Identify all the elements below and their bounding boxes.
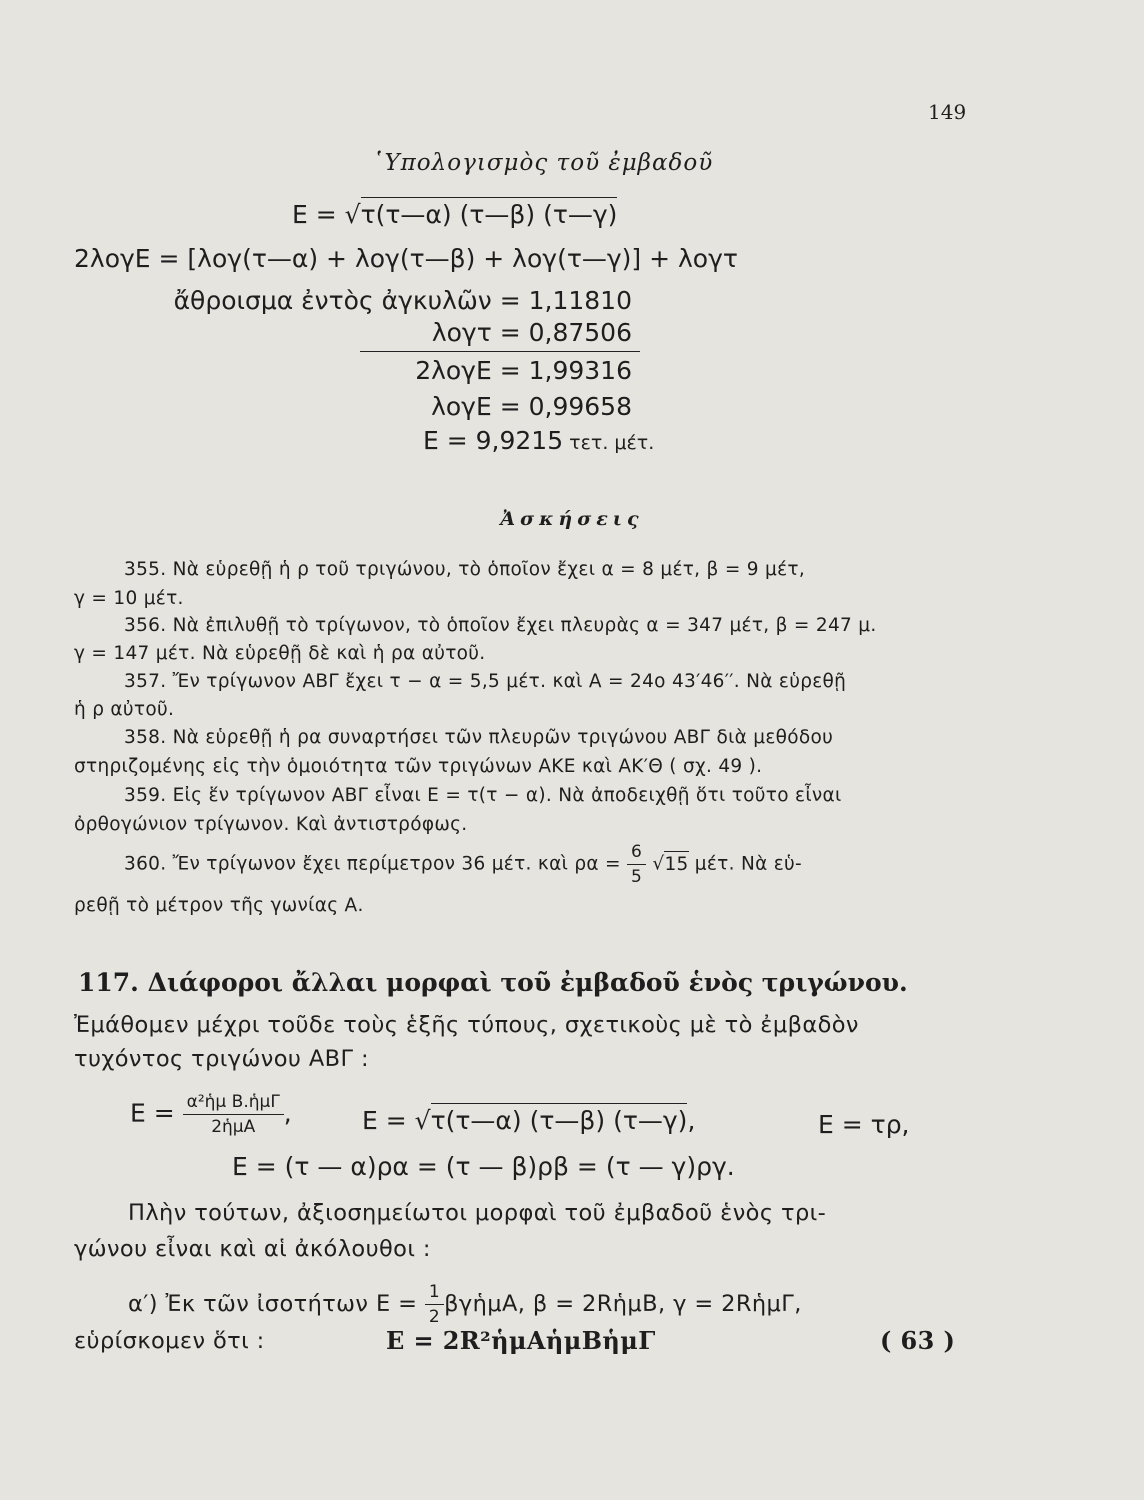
log-formula: 2λογΕ = [λογ(τ—α) + λογ(τ—β) + λογ(τ—γ)] + λογτ — [74, 244, 738, 273]
f1-comma: , — [283, 1098, 292, 1128]
exercises-heading: Ἀσκήσεις — [500, 508, 644, 530]
case-a-fraction — [425, 1282, 444, 1327]
sqrt-sign: √ — [344, 200, 361, 229]
exercise-360-post: μέτ. Νὰ εὑ- — [688, 853, 803, 875]
formula-63: Ε = 2R²ἡμΑἡμΒἡμΓ — [386, 1326, 656, 1355]
exercise-359-line2: ὀρθογώνιον τρίγωνον. Καὶ ἀντιστρόφως. — [74, 814, 468, 835]
sqrt-sign: √ — [414, 1106, 431, 1135]
sum-rule — [360, 351, 640, 352]
section-117-heading: 117. Διάφοροι ἄλλαι μορφαὶ τοῦ ἐμβαδοῦ ἑνὸς τριγώνου. — [78, 968, 908, 997]
heron-formula — [292, 200, 617, 229]
exercise-360-pre: 360. Ἔν τρίγωνον ἔχει περίμετρον 36 μέτ. καὶ ρα = — [124, 853, 628, 875]
f2-lhs: Ε = — [362, 1106, 415, 1135]
f1-fraction — [183, 1092, 284, 1137]
equation-number-63: ( 63 ) — [880, 1326, 956, 1355]
exercise-357-line1: 357. Ἔν τρίγωνον ΑΒΓ ἔχει τ − α = 5,5 μέτ. καὶ Α = 24ο 43′46′′. Νὰ εὑρεθῇ — [124, 671, 847, 692]
exercise-356-line1: 356. Νὰ ἐπιλυθῇ τὸ τρίγωνον, τὸ ὁποῖον ἔχει πλευρὰς α = 347 μέτ, β = 247 μ. — [124, 615, 877, 636]
page-number: 149 — [928, 100, 967, 124]
logt-line: λογτ = 0,87506 — [431, 318, 632, 347]
exercise-358-line2: στηριζομένης εἰς τὴν ὁμοιότητα τῶν τριγώνων ΑΚΕ καὶ ΑΚ′Θ ( σχ. 49 ). — [74, 756, 763, 777]
E-result-line — [423, 426, 654, 455]
E-value: Ε = 9,9215 — [423, 426, 564, 455]
formula-row-2: Ε = (τ — α)ρα = (τ — β)ρβ = (τ — γ)ργ. — [232, 1152, 735, 1181]
heron-radicand: τ(τ—α) (τ—β) (τ—γ) — [361, 197, 618, 229]
heron-lhs: Ε = — [292, 200, 345, 229]
exercise-360-line1 — [124, 842, 802, 887]
exercise-355-line2: γ = 10 μέτ. — [74, 588, 184, 609]
case-b-intro: εὑρίσκομεν ὅτι : — [74, 1328, 265, 1354]
exercise-360-line2: ρεθῇ τὸ μέτρον τῆς γωνίας Α. — [74, 895, 364, 916]
exercise-356-line2: γ = 147 μέτ. Νὰ εὑρεθῇ δὲ καὶ ἡ ρα αὐτοῦ. — [74, 643, 486, 664]
E-unit: τετ. μέτ. — [563, 432, 655, 454]
case-a-pre: α′) Ἐκ τῶν ἰσοτήτων Ε = — [128, 1291, 425, 1317]
exercise-358-line1: 358. Νὰ εὑρεθῇ ἡ ρα συναρτήσει τῶν πλευρῶν τριγώνου ΑΒΓ διὰ μεθόδου — [124, 727, 834, 748]
sqrt-sign: √ — [652, 853, 665, 875]
formula-row-1-heron — [362, 1106, 695, 1135]
case-a-numerator: 1 — [425, 1282, 444, 1305]
section-117-line1: Ἐμάθομεν μέχρι τοῦδε τοὺς ἑξῆς τύπους, σχετικοὺς μὲ τὸ ἐμβαδὸν — [74, 1012, 859, 1038]
f1-lhs: Ε = — [130, 1098, 183, 1128]
exercise-359-line1: 359. Εἰς ἕν τρίγωνον ΑΒΓ εἶναι Ε = τ(τ − α). Νὰ ἀποδειχθῇ ὅτι τοῦτο εἶναι — [124, 785, 842, 806]
sum-line: ἄθροισμα ἐντὸς ἀγκυλῶν = 1,11810 — [173, 286, 632, 315]
case-a-line — [128, 1282, 802, 1327]
f1-numerator: α²ἡμ Β.ἡμΓ — [183, 1092, 284, 1115]
section-117-line4: γώνου εἶναι καὶ αἱ ἀκόλουθοι : — [74, 1236, 431, 1262]
case-a-post: βγἡμΑ, β = 2RἡμΒ, γ = 2RἡμΓ, — [444, 1291, 802, 1317]
f1-denominator: 2ἡμΑ — [211, 1117, 256, 1137]
f2-comma: , — [687, 1106, 696, 1135]
section-117-line3: Πλὴν τούτων, ἀξιοσημείωτοι μορφαὶ τοῦ ἐμβαδοῦ ἑνὸς τρι- — [128, 1200, 827, 1226]
formula-E-tr: Ε = τρ, — [818, 1110, 910, 1139]
exercise-360-fraction — [627, 842, 646, 887]
section-117-line2: τυχόντος τριγώνου ΑΒΓ : — [74, 1046, 369, 1072]
exercise-360-radicand: 15 — [664, 851, 688, 875]
exercise-357-line2: ἡ ρ αὐτοῦ. — [74, 699, 175, 720]
case-a-denominator: 2 — [428, 1307, 441, 1327]
fraction-denominator: 5 — [631, 867, 643, 887]
subheading-area-computation: ῾Υπολογισμὸς τοῦ ἐμβαδοῦ — [372, 150, 714, 176]
f2-radicand: τ(τ—α) (τ—β) (τ—γ) — [431, 1103, 688, 1135]
formula-row-1 — [130, 1092, 292, 1137]
exercise-355-line1: 355. Νὰ εὑρεθῇ ἡ ρ τοῦ τριγώνου, τὸ ὁποῖον ἔχει α = 8 μέτ, β = 9 μέτ, — [124, 559, 806, 580]
fraction-numerator: 6 — [627, 842, 646, 865]
logE-line: λογΕ = 0,99658 — [431, 392, 632, 421]
twologE-line: 2λογΕ = 1,99316 — [415, 356, 632, 385]
